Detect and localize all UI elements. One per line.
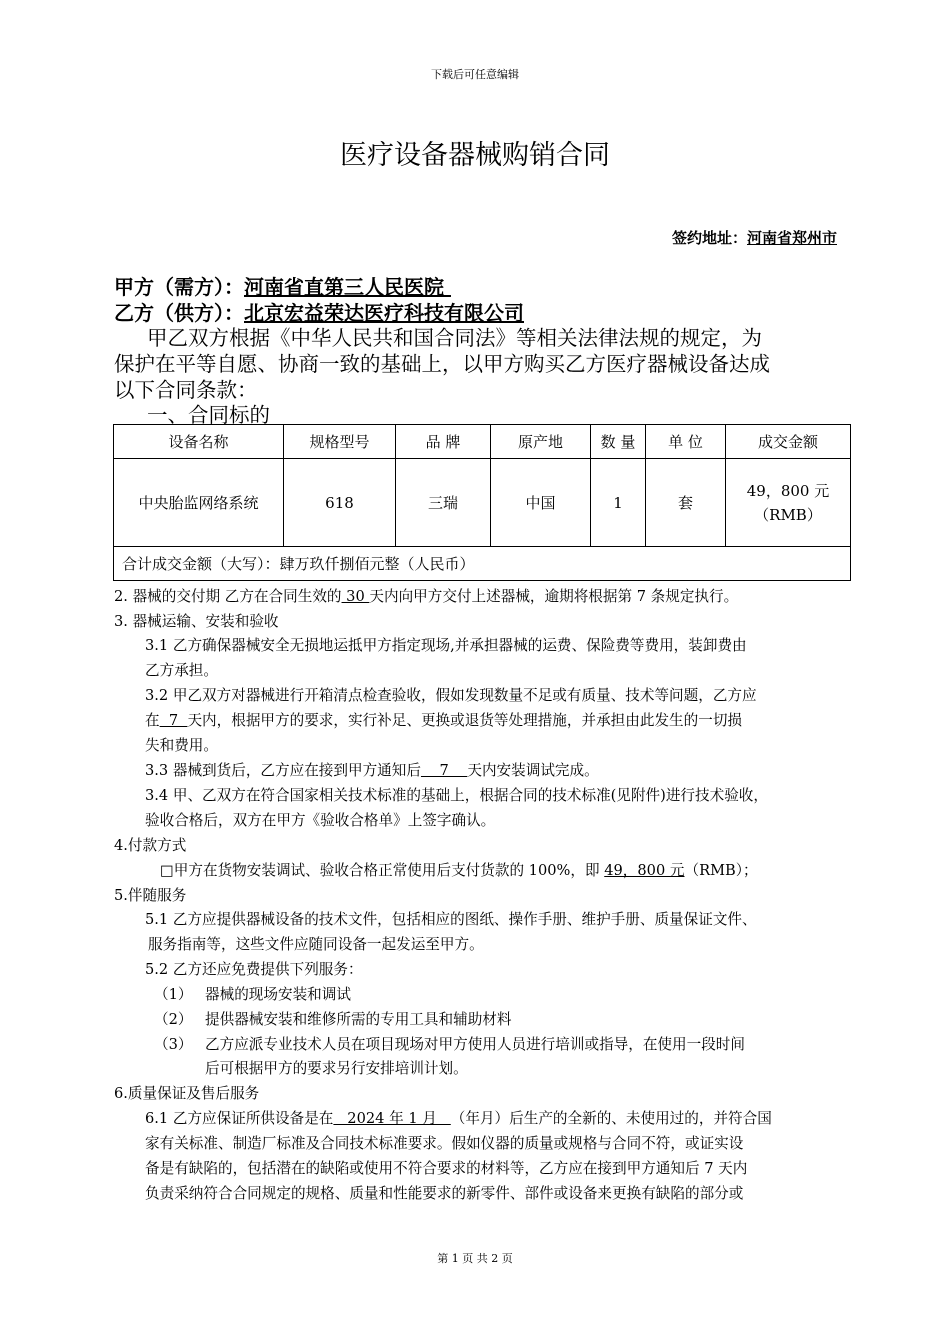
- clause-3-2-days: 7: [159, 712, 188, 729]
- party-a-label: 甲方（需方）：: [114, 275, 244, 299]
- service-3-text-line-1: 乙方应派专业技术人员在项目现场对甲方使用人员进行培训或指导，在使用一段时间: [205, 1036, 745, 1053]
- clause-4-text: □甲方在货物安装调试、验收合格正常使用后支付货款的 100%，即: [160, 862, 605, 879]
- table-header-row: [114, 425, 851, 459]
- header-cell-amount: 成交金额: [726, 425, 851, 459]
- clause-6-1-date: 2024 年 1 月: [333, 1110, 451, 1127]
- service-2-text: 提供器械安装和维修所需的专用工具和辅助材料: [205, 1011, 512, 1028]
- clause-6-1-line-1: [145, 1107, 772, 1128]
- header-cell-origin: 原产地: [491, 425, 591, 459]
- clause-3-4-line-1: 3.4 甲、乙双方在符合国家相关技术标准的基础上，根据合同的技术标准(见附件)进行技术验收，: [145, 787, 768, 804]
- clause-3-2-line-1: 3.2 甲乙双方对器械进行开箱清点检查验收，假如发现数量不足或有质量、技术等问题，乙方应: [145, 687, 757, 704]
- clause-2-days: 30: [341, 588, 370, 605]
- sign-place: [672, 227, 837, 248]
- party-b-label: 乙方（供方）：: [114, 301, 244, 325]
- cell-amount-currency: （RMB）: [754, 505, 822, 524]
- clause-3-1-line-2: 乙方承担。: [145, 662, 218, 679]
- clause-3-2-text-end: 天内，根据甲方的要求，实行补足、更换或退货等处理措施，并承担由此发生的一切损: [187, 712, 743, 729]
- cell-unit: 套: [646, 459, 726, 547]
- clause-6-1-text-end: （年月）后生产的全新的、未使用过的，并符合国: [450, 1110, 772, 1127]
- service-1-text: 器械的现场安装和调试: [205, 986, 351, 1003]
- clause-6-1-line-3: 备是有缺陷的，包括潜在的缺陷或使用不符合要求的材料等，乙方应在接到甲方通知后 7 天内: [145, 1160, 748, 1177]
- clause-3-2-text: 在: [145, 712, 160, 729]
- clause-5-2: 5.2 乙方还应免费提供下列服务：: [145, 961, 363, 978]
- cell-brand: 三瑞: [396, 459, 491, 547]
- clause-6-1-line-4: 负责采纳符合合同规定的规格、质量和性能要求的新零件、部件或设备来更换有缺陷的部分或: [145, 1185, 744, 1202]
- clause-5-heading: 5.伴随服务: [114, 887, 187, 904]
- cell-total: 合计成交金额（大写）：肆万玖仟捌佰元整（人民币）: [114, 547, 851, 581]
- clause-3-heading: 3. 器械运输、安装和验收: [114, 613, 279, 630]
- clause-4-amount: 49，800 元: [604, 862, 685, 879]
- sign-place-label: 签约地址：: [671, 229, 747, 247]
- clause-3-2-line-2: [145, 709, 742, 730]
- party-a: [114, 271, 451, 300]
- service-3-text-line-2: 后可根据甲方的要求另行安排培训计划。: [205, 1060, 468, 1077]
- cell-name: 中央胎监网络系统: [114, 459, 284, 547]
- party-a-value: 河南省直第三人民医院: [244, 275, 451, 299]
- intro-line-3: 以下合同条款：: [114, 378, 258, 402]
- clause-3-3-days: 7: [420, 762, 468, 779]
- page-title: 医疗设备器械购销合同: [340, 140, 610, 171]
- header-cell-name: 设备名称: [114, 425, 284, 459]
- page-number: 第 1 页 共 2 页: [437, 1252, 513, 1265]
- service-2-number: （2）: [154, 1011, 193, 1028]
- clause-5-1-line-1: 5.1 乙方应提供器械设备的技术文件，包括相应的图纸、操作手册、维护手册、质量保证文件、: [145, 911, 757, 928]
- header-note: 下载后可任意编辑: [431, 68, 519, 81]
- cell-model: 618: [284, 459, 396, 547]
- clause-4-text-end: （RMB）；: [684, 862, 758, 879]
- clause-3-4-line-2: 验收合格后，双方在甲方《验收合格单》上签字确认。: [145, 812, 496, 829]
- clause-2-text: 2. 器械的交付期 乙方在合同生效的: [114, 588, 342, 605]
- section1-heading: 一、合同标的: [147, 403, 270, 427]
- intro-line-2: 保护在平等自愿、协商一致的基础上，以甲方购买乙方医疗器械设备达成: [114, 352, 770, 376]
- items-table: [113, 424, 851, 581]
- header-cell-brand: 品 牌: [396, 425, 491, 459]
- service-1-number: （1）: [154, 986, 193, 1003]
- clause-6-1-line-2: 家有关标准、制造厂标准及合同技术标准要求。假如仪器的质量或规格与合同不符，或证实设: [145, 1135, 744, 1152]
- clause-3-2-line-3: 失和费用。: [145, 737, 218, 754]
- clause-3-3-text-end: 天内安装调试完成。: [467, 762, 599, 779]
- clause-4: [160, 859, 758, 880]
- clause-6-heading: 6.质量保证及售后服务: [114, 1085, 260, 1102]
- header-cell-model: 规格型号: [284, 425, 396, 459]
- clause-3-3: [145, 759, 599, 780]
- service-3-number: （3）: [154, 1036, 193, 1053]
- intro-line-1: 甲乙双方根据《中华人民共和国合同法》等相关法律法规的规定，为: [147, 326, 762, 350]
- table-total-row: [114, 547, 851, 581]
- cell-amount-value: 49，800 元: [746, 481, 830, 500]
- party-b-value: 北京宏益荣达医疗科技有限公司: [244, 301, 524, 325]
- clause-3-1-line-1: 3.1 乙方确保器械安全无损地运抵甲方指定现场,并承担器械的运费、保险费等费用，装卸费由: [145, 637, 747, 654]
- clause-2-text-end: 天内向甲方交付上述器械，逾期将根据第 7 条规定执行。: [369, 588, 739, 605]
- clause-4-heading: 4.付款方式: [114, 837, 187, 854]
- header-cell-qty: 数 量: [591, 425, 646, 459]
- clause-3-3-text: 3.3 器械到货后，乙方应在接到甲方通知后: [145, 762, 421, 779]
- sign-place-value: 河南省郑州市: [746, 229, 837, 247]
- header-cell-unit: 单 位: [646, 425, 726, 459]
- table-row: [114, 459, 851, 547]
- clause-6-1-text: 6.1 乙方应保证所供设备是在: [145, 1110, 334, 1127]
- cell-origin: 中国: [491, 459, 591, 547]
- cell-qty: 1: [591, 459, 646, 547]
- clause-5-1-line-2: 服务指南等，这些文件应随同设备一起发运至甲方。: [148, 936, 484, 953]
- clause-2: [114, 585, 738, 606]
- cell-amount: [726, 459, 851, 547]
